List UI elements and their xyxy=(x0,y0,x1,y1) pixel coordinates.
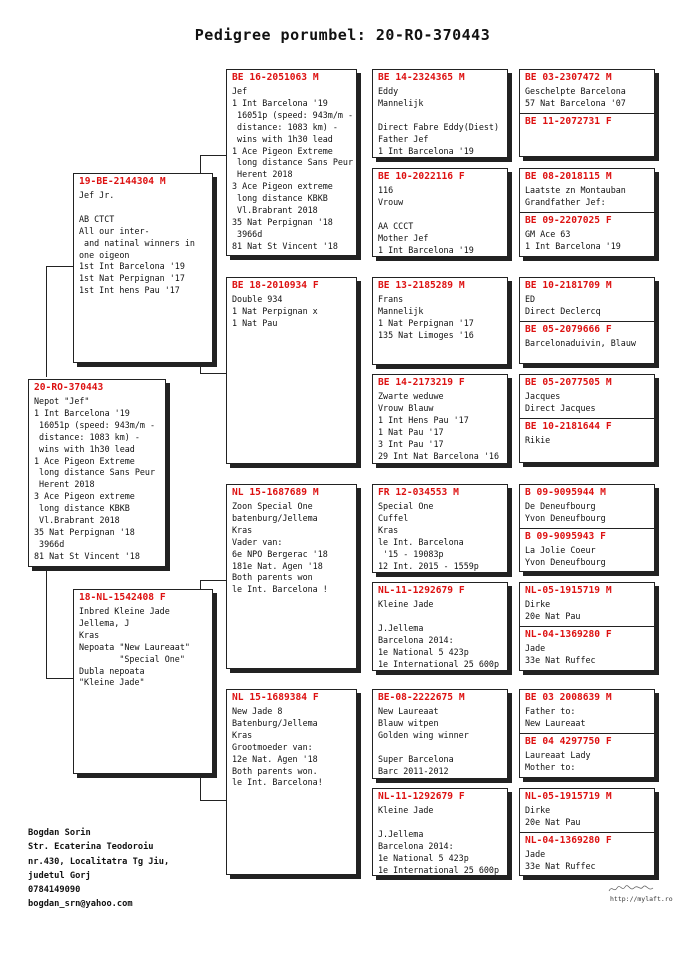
gen5-pair-box[interactable] xyxy=(519,374,655,463)
gen4-code: BE 10-2022116 F xyxy=(378,171,465,182)
gen4-code: NL-11-1292679 F xyxy=(378,791,465,802)
gen4-box[interactable] xyxy=(372,277,508,365)
gen5-dam-code: BE 04 4297750 F xyxy=(520,733,654,750)
gen4-text: Eddy Mannelijk Direct Fabre Eddy(Diest) Father Jef 1 Int Barcelona '19 xyxy=(378,86,500,156)
subject-box[interactable] xyxy=(28,379,166,567)
gen5-sire-code: BE 10-2181709 M xyxy=(525,280,612,291)
gen5-dam-code: NL-04-1369280 F xyxy=(520,832,654,849)
gen5-pair-box[interactable] xyxy=(519,69,655,157)
gen4-text: Special One Cuffel Kras le Int. Barcelona '15 - 19083p 12 Int. 2015 - 1559p xyxy=(378,501,479,571)
brand-url[interactable]: http://mylaft.ro xyxy=(610,895,673,903)
gen5-sire-text: Geschelpte Barcelona 57 Nat Barcelona '07 xyxy=(525,86,626,108)
gen4-box[interactable] xyxy=(372,788,508,876)
dam-text: Inbred Kleine Jade Jellema, J Kras Nepoata "New Laureaat" "Special One" Dubla nepoata "Kleine Jade" xyxy=(79,606,190,688)
gen5-dam-code: BE 10-2181644 F xyxy=(520,418,654,435)
gen5-pair-box[interactable] xyxy=(519,788,655,876)
sire-code: 19-BE-2144304 M xyxy=(79,176,166,187)
gen5-dam-text: La Jolie Coeur Yvon Deneufbourg xyxy=(525,544,606,567)
gen5-pair-box[interactable] xyxy=(519,168,655,257)
gen5-sire-text: ED Direct Declercq xyxy=(525,294,601,316)
gen4-text: Kleine Jade J.Jellema Barcelona 2014: 1e National 5 423p 1e International 25 600p xyxy=(378,805,500,875)
gen4-code: BE 14-2324365 M xyxy=(378,72,465,83)
subject-text: Nepot "Jef" 1 Int Barcelona '19 16051p (speed: 943m/m - distance: 1083 km) - wins with 1h30 lead 1 Ace Pigeon Extreme long distance Sans Peur Herent 2018 3 Ace Pigeon extreme long distance KBKB Vl.Brabrant 2018 35 Nat Perpignan '18 3966d 81 Nat St Vincent '18 xyxy=(34,396,156,561)
connector-line xyxy=(200,580,226,581)
connector-line xyxy=(46,266,47,377)
gen5-dam-code: NL-04-1369280 F xyxy=(520,626,654,643)
owner-contact: Bogdan Sorin Str. Ecaterina Teodoroiu nr.430, Localitatra Tg Jiu, judetul Gorj 0784149090 bogdan_srn@yahoo.com xyxy=(28,828,170,910)
gen5-sire-code: BE 05-2077505 M xyxy=(525,377,612,388)
gen4-box[interactable] xyxy=(372,374,508,464)
gen4-box[interactable] xyxy=(372,689,508,779)
signature-logo-icon xyxy=(608,884,654,894)
gen5-pair-box[interactable] xyxy=(519,484,655,572)
connector-line xyxy=(200,373,226,374)
gen5-sire-code: NL-05-1915719 M xyxy=(525,791,612,802)
gen3-box[interactable] xyxy=(226,277,357,464)
gen4-code: BE 14-2173219 F xyxy=(378,377,465,388)
gen5-sire-text: Dirke 20e Nat Pau xyxy=(525,599,581,621)
sire-box[interactable] xyxy=(73,173,213,363)
gen3-code: NL 15-1687689 M xyxy=(232,487,319,498)
dam-code: 18-NL-1542408 F xyxy=(79,592,166,603)
gen4-code: BE-08-2222675 M xyxy=(378,692,465,703)
gen4-code: BE 13-2185289 M xyxy=(378,280,465,291)
connector-line xyxy=(46,570,47,678)
gen3-text: Zoon Special One batenburg/Jellema Kras Vader van: 6e NPO Bergerac '18 181e Nat. Agen '18 Both parents won le Int. Barcelona ! xyxy=(232,501,328,595)
gen5-sire-code: BE 03 2008639 M xyxy=(525,692,612,703)
gen4-text: Zwarte weduwe Vrouw Blauw 1 Int Hens Pau '17 1 Nat Pau '17 3 Int Pau '17 29 Int Nat Barcelona '16 xyxy=(378,391,500,461)
gen5-dam-code: B 09-9095943 F xyxy=(520,528,654,545)
gen4-text: 116 Vrouw AA CCCT Mother Jef 1 Int Barcelona '19 xyxy=(378,185,474,255)
dam-box[interactable] xyxy=(73,589,213,774)
gen5-sire-code: NL-05-1915719 M xyxy=(525,585,612,596)
gen4-code: FR 12-034553 M xyxy=(378,487,459,498)
gen5-sire-text: Laatste zn Montauban Grandfather Jef: xyxy=(525,185,626,207)
gen4-box[interactable] xyxy=(372,69,508,158)
gen5-sire-text: Dirke 20e Nat Pau xyxy=(525,805,581,827)
gen5-dam-code: BE 11-2072731 F xyxy=(520,113,654,130)
connector-line xyxy=(46,266,73,267)
gen5-pair-box[interactable] xyxy=(519,689,655,778)
gen5-dam-code: BE 09-2207025 F xyxy=(520,212,654,229)
gen3-text: Jef 1 Int Barcelona '19 16051p (speed: 943m/m - distance: 1083 km) - wins with 1h30 lead 1 Ace Pigeon Extreme long distance Sans Peur Herent 2018 3 Ace Pigeon extreme long distance KBKB Vl.Brabrant 2018 35 Nat Perpignan '18 3966d 81 Nat St Vincent '18 xyxy=(232,86,354,251)
gen3-box[interactable] xyxy=(226,689,357,875)
gen4-text: Kleine Jade J.Jellema Barcelona 2014: 1e National 5 423p 1e International 25 600p xyxy=(378,599,500,669)
gen3-code: NL 15-1689384 F xyxy=(232,692,319,703)
gen5-dam-text: Barcelonaduivin, Blauw xyxy=(525,337,636,348)
subject-code: 20-RO-370443 xyxy=(34,382,104,393)
gen5-sire-code: BE 08-2018115 M xyxy=(525,171,612,182)
gen3-box[interactable] xyxy=(226,69,357,256)
gen5-sire-code: B 09-9095944 M xyxy=(525,487,606,498)
gen3-code: BE 18-2010934 F xyxy=(232,280,319,291)
gen5-dam-text: Laureaat Lady Mother to: xyxy=(525,749,591,772)
gen5-sire-code: BE 03-2307472 M xyxy=(525,72,612,83)
connector-line xyxy=(200,155,226,156)
gen5-sire-text: Father to: New Laureaat xyxy=(525,706,586,728)
page-title: Pedigree porumbel: 20-RO-370443 xyxy=(194,26,491,44)
gen5-dam-text: Jade 33e Nat Ruffec xyxy=(525,642,596,665)
gen5-dam-text: Rikie xyxy=(525,434,551,445)
gen4-text: New Laureaat Blauw witpen Golden wing winner Super Barcelona Barc 2011-2012 xyxy=(378,706,469,776)
gen5-dam-text: Jade 33e Nat Ruffec xyxy=(525,848,596,871)
gen3-text: New Jade 8 Batenburg/Jellema Kras Grootmoeder van: 12e Nat. Agen '18 Both parents won. le Int. Barcelona! xyxy=(232,706,323,788)
gen3-box[interactable] xyxy=(226,484,357,669)
gen5-sire-text: De Deneufbourg Yvon Deneufbourg xyxy=(525,501,606,523)
gen5-dam-text: GM Ace 63 1 Int Barcelona '19 xyxy=(525,228,621,251)
gen4-text: Frans Mannelijk 1 Nat Perpignan '17 135 Nat Limoges '16 xyxy=(378,294,474,340)
gen4-code: NL-11-1292679 F xyxy=(378,585,465,596)
gen5-pair-box[interactable] xyxy=(519,582,655,671)
gen4-box[interactable] xyxy=(372,484,508,573)
connector-line xyxy=(200,800,226,801)
gen3-code: BE 16-2051063 M xyxy=(232,72,319,83)
sire-text: Jef Jr. AB CTCT All our inter- and natinal winners in one oigeon 1st Int Barcelona '19 1st Nat Perpignan '17 1st Int hens Pau '17 xyxy=(79,190,195,296)
gen4-box[interactable] xyxy=(372,168,508,257)
connector-line xyxy=(46,678,73,679)
gen5-pair-box[interactable] xyxy=(519,277,655,364)
gen4-box[interactable] xyxy=(372,582,508,671)
gen5-dam-code: BE 05-2079666 F xyxy=(520,321,654,338)
gen3-text: Double 934 1 Nat Perpignan x 1 Nat Pau xyxy=(232,294,318,328)
gen5-sire-text: Jacques Direct Jacques xyxy=(525,391,596,413)
